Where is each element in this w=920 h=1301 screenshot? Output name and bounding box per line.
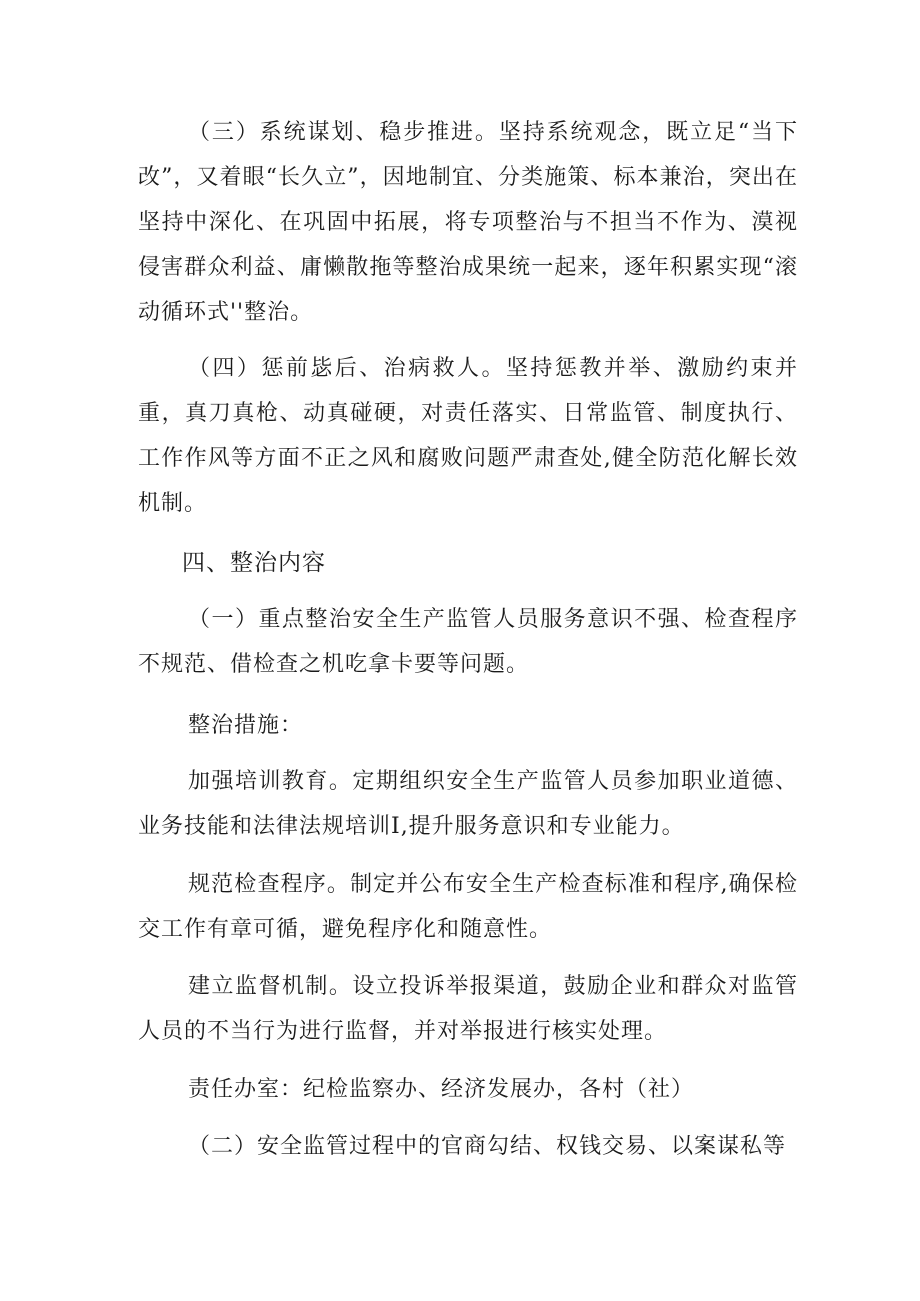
- item-two-paragraph: （二）安全监管过程中的官商勾结、权钱交易、以案谋私等: [188, 1134, 787, 1159]
- measure-supervision-paragraph: 建立监督机制。设立投诉举报渠道，鼓励企业和群众对监管人员的不当行为进行监督，并对举报进行核实处理。: [138, 974, 798, 1044]
- section-heading: 四、整治内容: [182, 550, 326, 576]
- measures-label: 整治措施：: [188, 713, 304, 738]
- responsible-office-line: 责任办室：纪检监察办、经济发展办，各村（社）: [188, 1077, 695, 1102]
- paragraph-three: （三）系统谋划、稳步推进。坚持系统观念，既立足“当下改”，又着眼“长久立”，因地制宜、分类施策、标本兼治，突出在坚持中深化、在巩固中拓展，将专项整治与不担当不作为、漠视侵害群众利益、庸懒散拖等整治成果统一起来，逐年积累实现“滚动循环式''整治。: [138, 120, 798, 325]
- paragraph-four: （四）惩前毖后、治病救人。坚持惩教并举、激励约束并重，真刀真枪、动真碰硬，对责任落实、日常监管、制度执行、工作作风等方面不正之风和腐败问题严肃查处,健全防范化解长效机制。: [138, 356, 798, 516]
- measure-training-paragraph: 加强培训教育。定期组织安全生产监管人员参加职业道德、业务技能和法律法规培训Ⅰ,提升服务意识和专业能力。: [138, 769, 798, 839]
- measure-procedure-paragraph: 规范检查程序。制定并公布安全生产检查标准和程序,确保检交工作有章可循，避免程序化和随意性。: [138, 872, 798, 942]
- item-one-paragraph: （一）重点整治安全生产监管人员服务意识不强、检查程序不规范、借检查之机吃拿卡要等问题。: [138, 607, 798, 677]
